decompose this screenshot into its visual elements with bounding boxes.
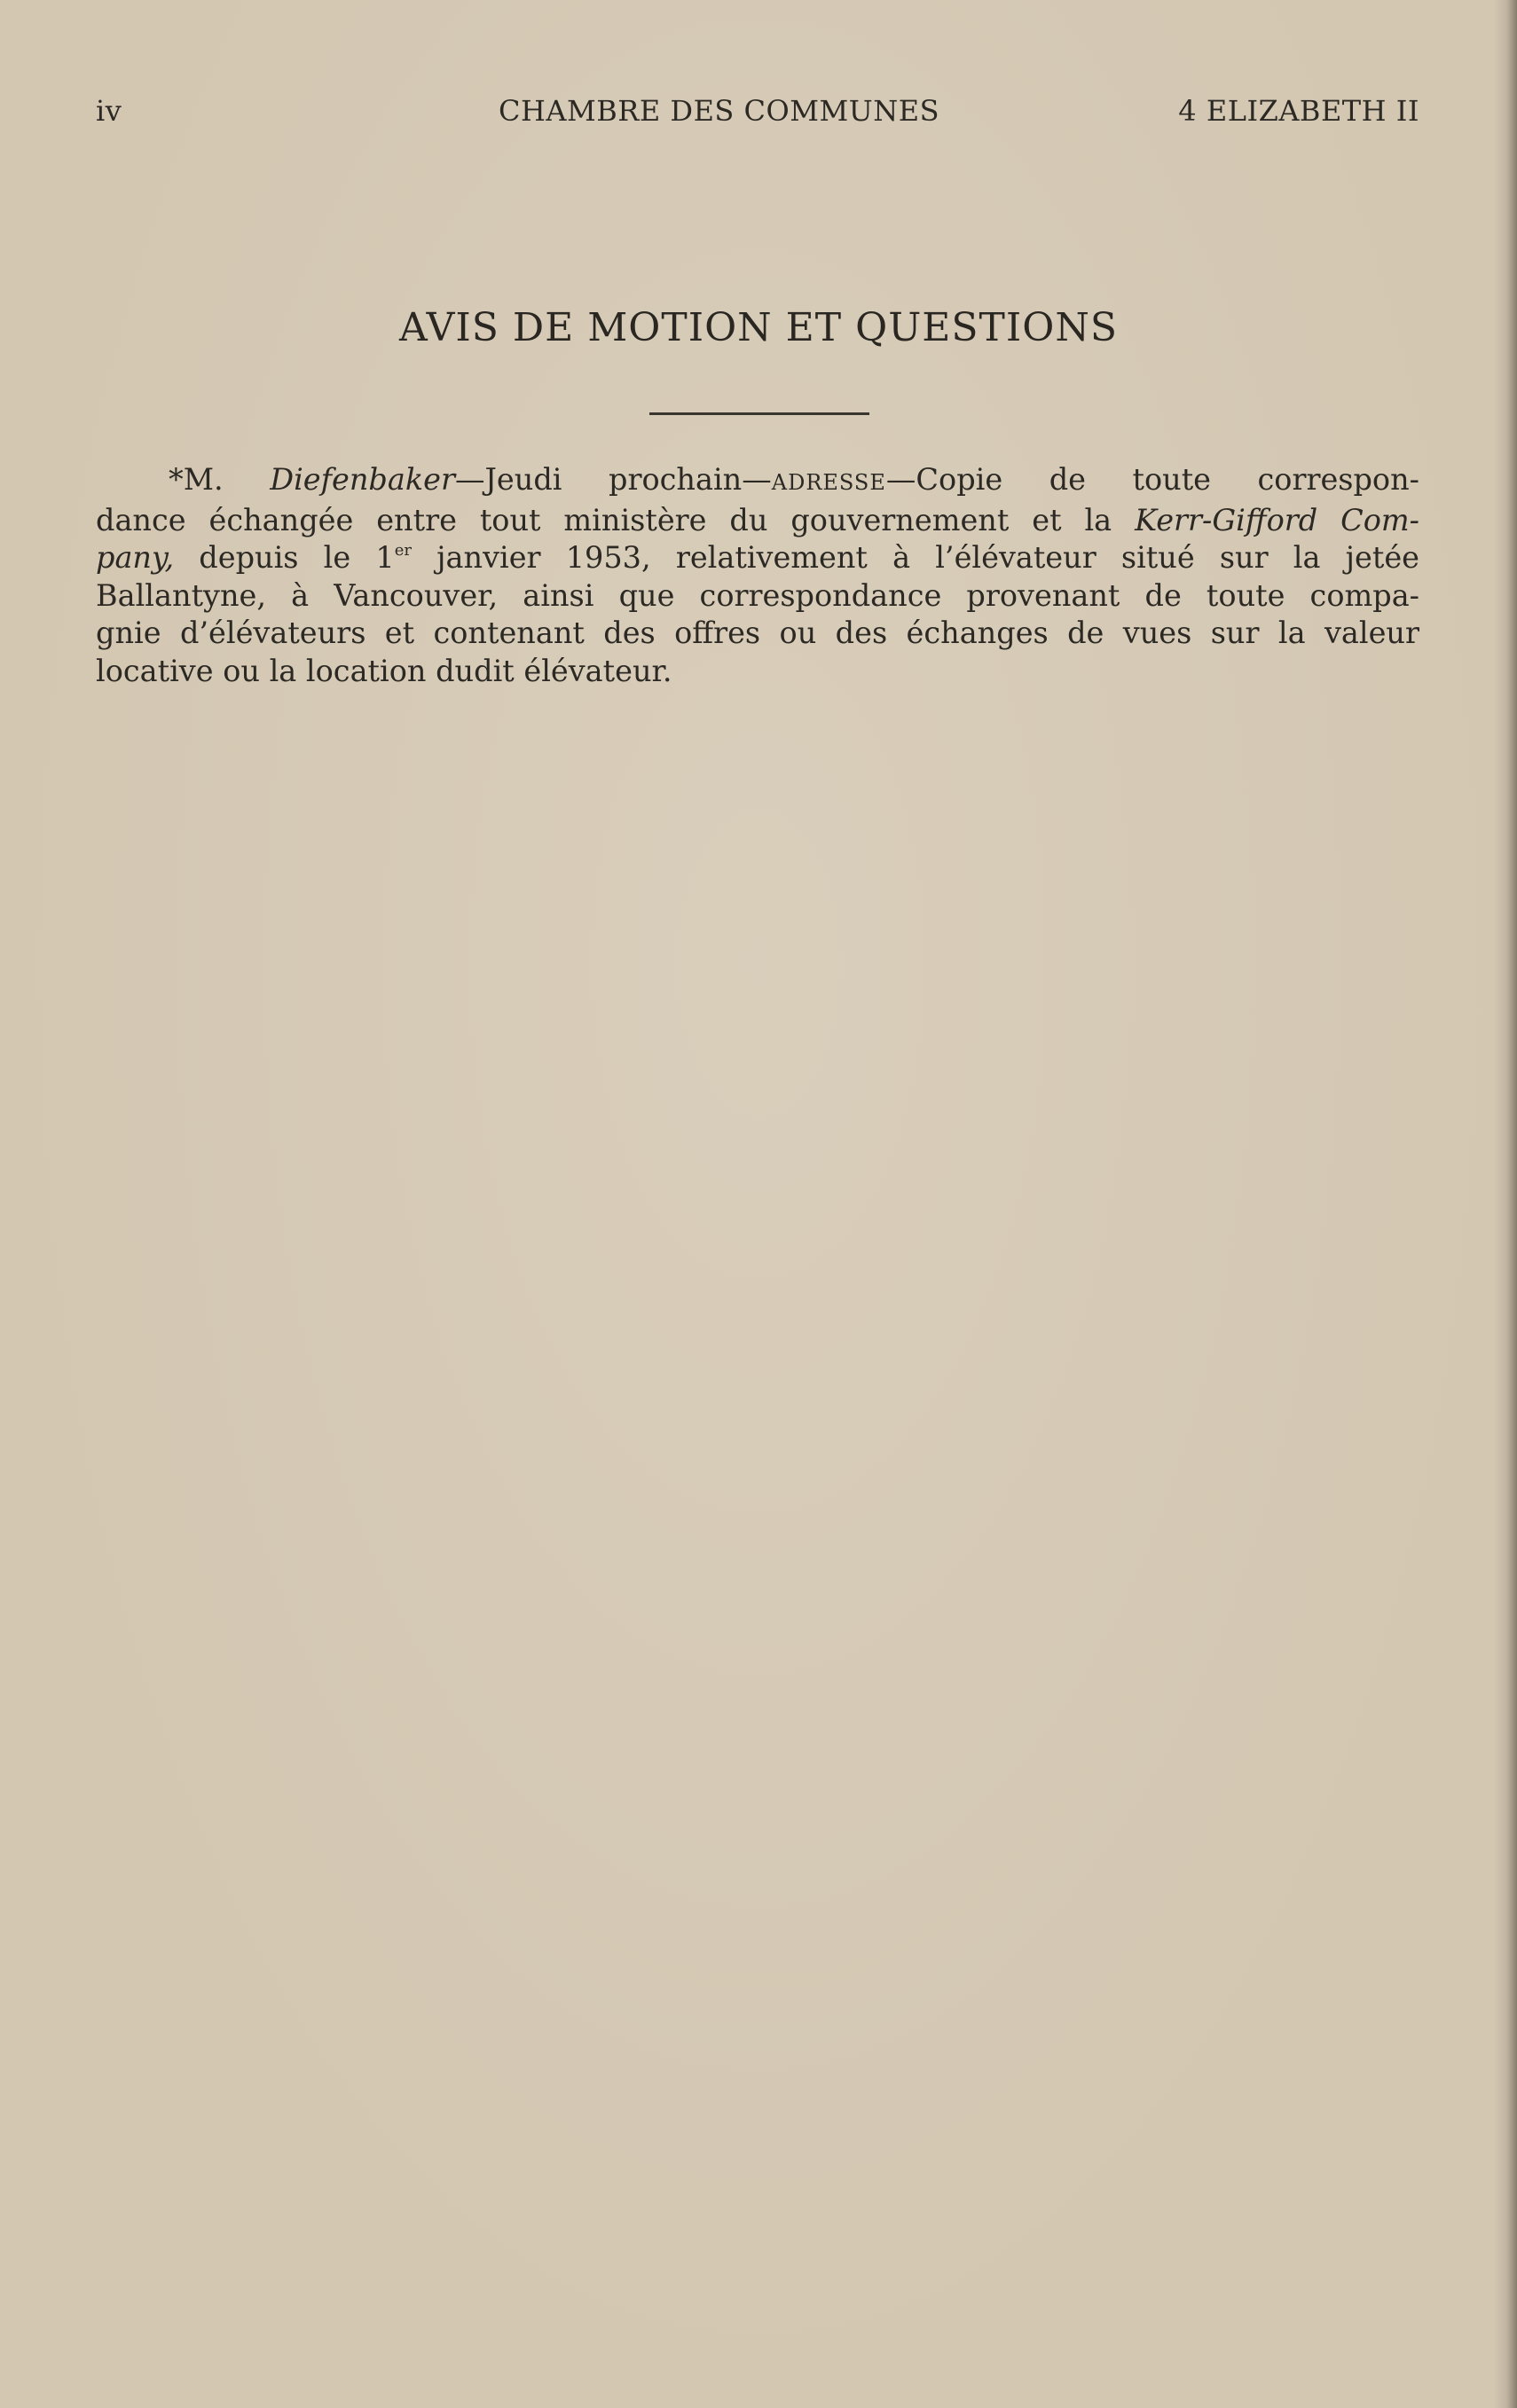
motion-line-6: locative ou la location dudit élévateur. xyxy=(96,653,672,688)
motion-paragraph xyxy=(96,461,1419,690)
regnal-year: 4 ELIZABETH II xyxy=(1178,94,1419,128)
motion-text-3a: depuis le 1 xyxy=(174,540,395,575)
member-name: Diefenbaker xyxy=(270,462,455,497)
company-name-1: Kerr-Gifford Com- xyxy=(1135,502,1419,537)
running-head xyxy=(96,94,1419,133)
ordinal-superscript: er xyxy=(394,541,412,560)
heading-rule xyxy=(649,412,869,415)
section-heading: AVIS DE MOTION ET QUESTIONS xyxy=(399,305,1118,350)
motion-type: ADRESSE xyxy=(771,470,886,495)
company-name-2: pany, xyxy=(96,540,175,575)
motion-text-3b: janvier 1953, relativement à l’élévateur situé sur la jetée xyxy=(411,540,1419,575)
motion-text-1: —Copie de toute correspon- xyxy=(885,462,1419,497)
motion-line-3 xyxy=(96,539,1419,577)
motion-line-4: Ballantyne, à Vancouver, ainsi que correspondance provenant de toute compa- xyxy=(96,577,1419,613)
bleed-through-smudge xyxy=(1260,667,1266,702)
motion-line-2 xyxy=(96,502,1419,540)
running-title: CHAMBRE DES COMMUNES xyxy=(499,94,940,128)
page-edge-shadow xyxy=(1494,0,1517,2408)
motion-line-1 xyxy=(96,461,1419,502)
motion-date: —Jeudi prochain— xyxy=(455,462,772,497)
motion-marker: *M. xyxy=(169,462,271,497)
motion-line-5: gnie d’élévateurs et contenant des offres ou des échanges de vues sur la valeur xyxy=(96,616,1419,650)
motion-text-2: dance échangée entre tout ministère du gouvernement et la xyxy=(96,502,1136,537)
page-number: iv xyxy=(96,94,122,128)
